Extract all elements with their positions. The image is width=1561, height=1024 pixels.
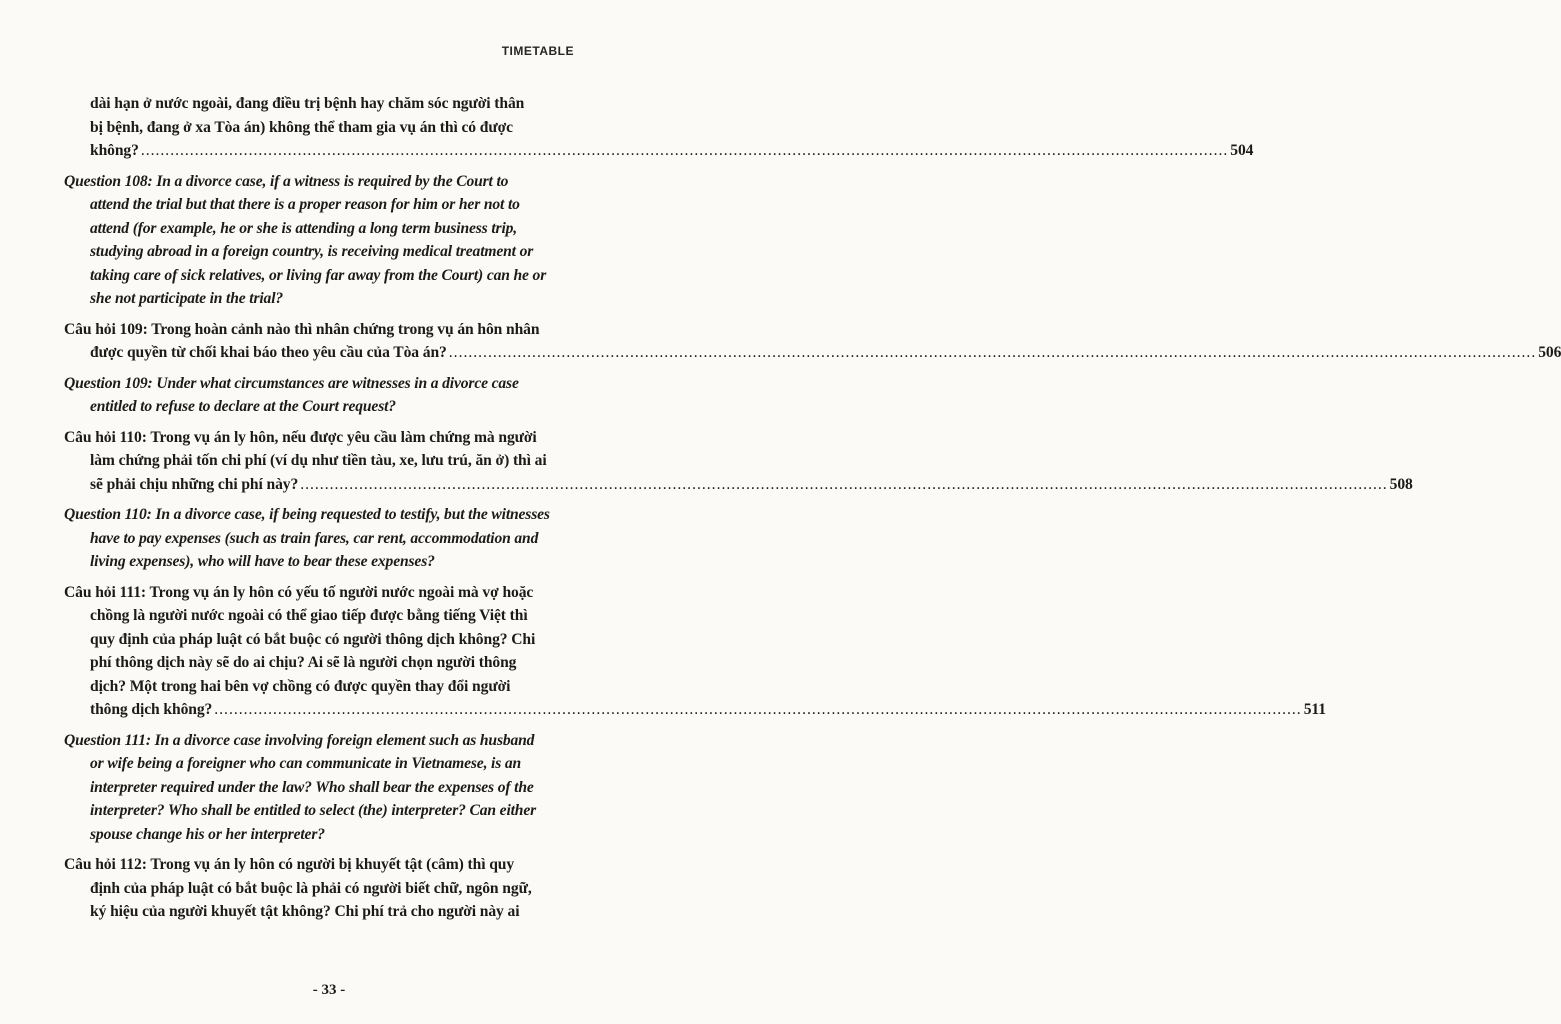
toc-line-text: làm chứng phải tốn chi phí (ví dụ như tiền tàu, xe, lưu trú, ăn ở) thì ai <box>90 452 547 469</box>
toc-line-text: living expenses), who will have to bear these expenses? <box>90 553 435 570</box>
toc-line-text: Question 111: In a divorce case involving foreign element such as husband <box>64 731 535 749</box>
toc-line-with-leader <box>64 139 1254 163</box>
dot-leader <box>300 476 1387 493</box>
toc-entry-vietnamese <box>64 581 1326 722</box>
toc-entry-english <box>64 503 576 574</box>
running-head: TIMETABLE <box>501 44 574 58</box>
toc-line-with-leader <box>64 341 1561 365</box>
toc-line-text: thông dịch không? <box>90 701 213 718</box>
toc-line-text: or wife being a foreigner who can communicate in Vietnamese, is an <box>90 755 522 772</box>
toc-entry-vietnamese <box>64 318 1561 365</box>
table-of-contents <box>64 92 1561 931</box>
toc-line-text: Question 109: Under what circumstances are witnesses in a divorce case <box>64 374 519 392</box>
toc-line-text: dịch? Một trong hai bên vợ chồng có được quyền thay đổi người <box>90 677 511 695</box>
toc-entry-vietnamese <box>64 853 576 924</box>
toc-line-with-leader <box>64 698 1326 722</box>
toc-page-ref: 504 <box>1230 142 1254 159</box>
toc-line-text: Câu hỏi 111: Trong vụ án ly hôn có yếu tố người nước ngoài mà vợ hoặc <box>64 583 534 601</box>
toc-line-text: she not participate in the trial? <box>90 290 284 307</box>
toc-line-text: được quyền từ chối khai báo theo yêu cầu của Tòa án? <box>90 344 447 361</box>
toc-line-text: entitled to refuse to declare at the Court request? <box>90 398 396 415</box>
toc-line-text: định của pháp luật có bắt buộc là phải có người biết chữ, ngôn ngữ, <box>90 879 532 897</box>
toc-page-ref: 508 <box>1389 475 1413 493</box>
toc-line-text: attend (for example, he or she is attending a long term business trip, <box>90 219 518 237</box>
toc-line-text: Question 110: In a divorce case, if being requested to testify, but the witnesses <box>64 506 550 523</box>
toc-line-text: không? <box>90 142 139 159</box>
toc-line-text: interpreter required under the law? Who shall bear the expenses of the <box>90 778 534 796</box>
toc-line-text: Câu hỏi 110: Trong vụ án ly hôn, nếu được yêu cầu làm chứng mà người <box>64 428 537 446</box>
toc-line-text: Câu hỏi 109: Trong hoàn cảnh nào thì nhân chứng trong vụ án hôn nhân <box>64 320 540 338</box>
toc-line-text: quy định của pháp luật có bắt buộc có người thông dịch không? Chi <box>90 630 536 648</box>
toc-entry-english <box>64 170 576 311</box>
toc-page-ref: 511 <box>1303 701 1326 718</box>
toc-line-text: studying abroad in a foreign country, is receiving medical treatment or <box>90 243 534 260</box>
toc-line-text: sẽ phải chịu những chi phí này? <box>90 475 299 493</box>
toc-entry-english <box>64 372 576 419</box>
toc-line-text: Câu hỏi 112: Trong vụ án ly hôn có người bị khuyết tật (câm) thì quy <box>64 856 515 873</box>
toc-entry-vietnamese <box>64 426 1413 497</box>
dot-leader <box>214 701 1301 718</box>
toc-line-text: Question 108: In a divorce case, if a witness is required by the Court to <box>64 172 509 190</box>
toc-entry-english <box>64 729 576 847</box>
toc-line-text: chồng là người nước ngoài có thể giao tiếp được bằng tiếng Việt thì <box>90 607 528 624</box>
toc-line-text: attend the trial but that there is a proper reason for him or her not to <box>90 196 520 213</box>
toc-line-text: taking care of sick relatives, or living far away from the Court) can he or <box>90 266 547 284</box>
toc-line-with-leader <box>64 473 1413 497</box>
toc-entry-vietnamese <box>64 92 1254 163</box>
toc-line-text: ký hiệu của người khuyết tật không? Chi phí trả cho người này ai <box>90 903 520 920</box>
toc-line-text: have to pay expenses (such as train fares, car rent, accommodation and <box>90 529 539 547</box>
toc-line-text: dài hạn ở nước ngoài, đang điều trị bệnh hay chăm sóc người thân <box>90 95 525 112</box>
toc-line-text: phí thông dịch này sẽ do ai chịu? Ai sẽ là người chọn người thông <box>90 654 517 671</box>
dot-leader <box>141 142 1228 159</box>
toc-page-ref: 506 <box>1538 344 1561 361</box>
dot-leader <box>449 344 1536 361</box>
toc-line-text: interpreter? Who shall be entitled to select (the) interpreter? Can either <box>90 802 537 819</box>
page-number: - 33 - <box>312 982 346 998</box>
toc-line-text: spouse change his or her interpreter? <box>90 825 325 843</box>
toc-line-text: bị bệnh, đang ở xa Tòa án) không thể tham gia vụ án thì có được <box>90 118 513 136</box>
